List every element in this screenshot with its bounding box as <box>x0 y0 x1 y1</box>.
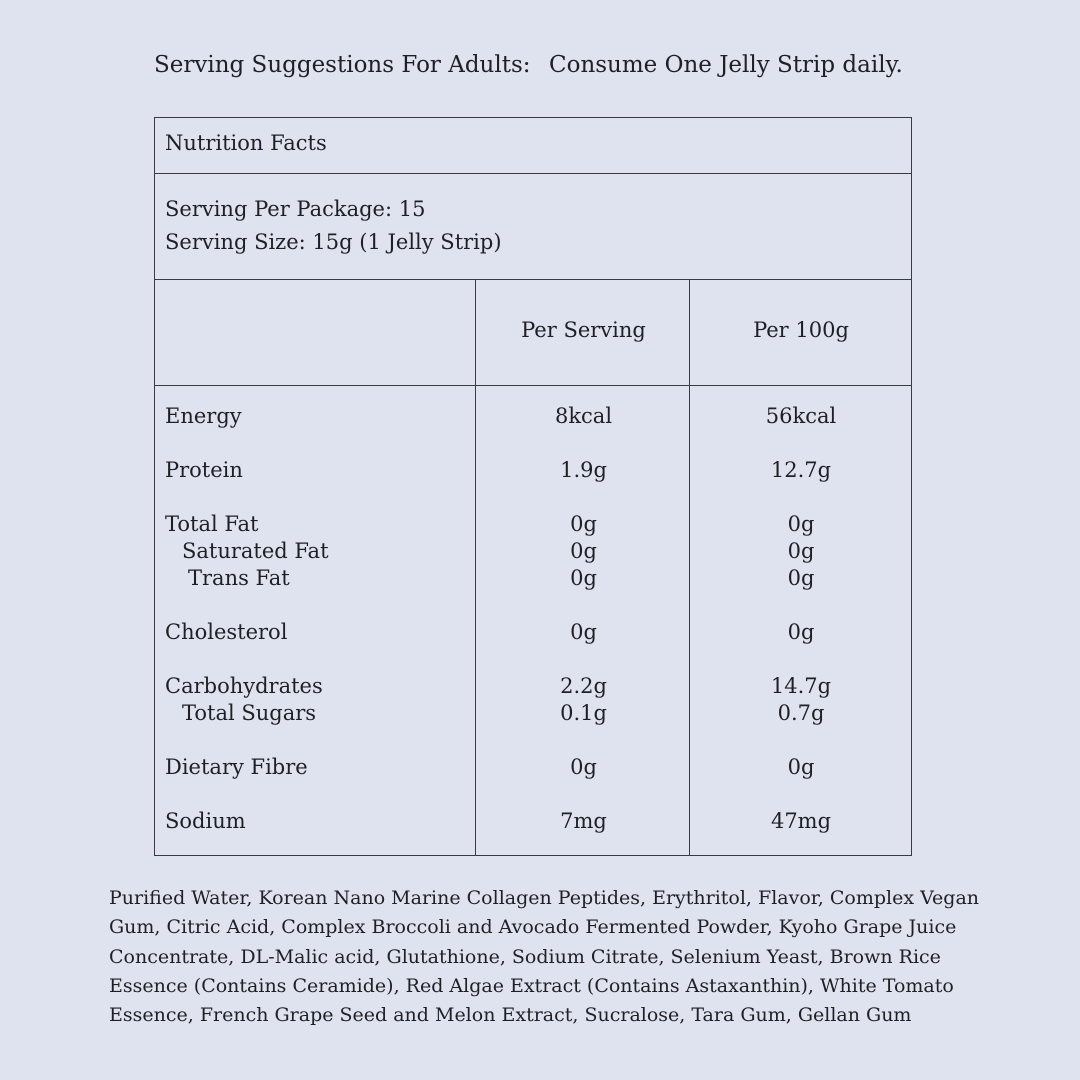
nutrient-name: Protein <box>165 458 243 482</box>
suggestion-value: Consume One Jelly Strip daily. <box>549 52 903 78</box>
per-serving-value: 7mg <box>560 809 607 833</box>
suggestion-label: Serving Suggestions For Adults: <box>154 52 531 78</box>
divider <box>155 385 911 386</box>
column-divider <box>475 280 476 855</box>
nutrient-name: Energy <box>165 404 242 428</box>
per-100g-value: 0.7g <box>777 701 825 725</box>
nutrient-name: Carbohydrates <box>165 674 323 698</box>
nutrient-name: Total Fat <box>165 512 259 536</box>
per-100g-value: 56kcal <box>765 404 837 428</box>
per-100g-value: 0g <box>787 566 815 590</box>
per-serving-value: 0g <box>570 620 597 644</box>
per-serving-value: 0g <box>570 755 597 779</box>
per-100g-value: 0g <box>787 539 815 563</box>
per-serving-value: 1.9g <box>560 458 607 482</box>
column-header-per-serving: Per Serving <box>521 318 646 342</box>
nutrient-name: Cholesterol <box>165 620 288 644</box>
column-header-per-100g: Per 100g <box>753 318 849 342</box>
serving-size: Serving Size: 15g (1 Jelly Strip) <box>165 230 502 254</box>
nutrient-name: Saturated Fat <box>182 539 329 563</box>
divider <box>155 173 911 174</box>
serving-suggestion <box>154 50 930 80</box>
per-serving-value: 0g <box>570 539 597 563</box>
nutrition-title: Nutrition Facts <box>165 131 327 155</box>
per-serving-value: 2.2g <box>560 674 607 698</box>
per-100g-value: 0g <box>787 755 815 779</box>
per-100g-value: 12.7g <box>770 458 832 482</box>
serving-per-package: Serving Per Package: 15 <box>165 197 426 221</box>
nutrient-name: Total Sugars <box>182 701 317 725</box>
per-100g-value: 47mg <box>770 809 832 833</box>
nutrient-name: Trans Fat <box>188 566 290 590</box>
nutrient-name: Sodium <box>165 809 246 833</box>
per-100g-value: 0g <box>787 620 815 644</box>
per-100g-value: 0g <box>787 512 815 536</box>
per-100g-value: 14.7g <box>770 674 832 698</box>
per-serving-value: 0g <box>570 566 597 590</box>
divider <box>155 279 911 280</box>
ingredients-list: Purified Water, Korean Nano Marine Collagen Peptides, Erythritol, Flavor, Complex Vegan Gum, Citric Acid, Complex Broccoli and Avocado Fermented Powder, Kyoho Grape Juice Concentrate, DL-Malic acid, Glutathione, Sodium Citrate, Selenium Yeast, Brown Rice Essence (Contains Ceramide), Red Algae Extract (Contains Astaxanthin), White Tomato Essence, French Grape Seed and Melon Extract, Sucralose, Tara Gum, Gellan Gum <box>109 887 980 1027</box>
per-serving-value: 8kcal <box>554 404 613 428</box>
nutrient-name: Dietary Fibre <box>165 755 308 779</box>
per-serving-value: 0g <box>570 512 597 536</box>
nutrition-table <box>154 117 912 856</box>
per-serving-value: 0.1g <box>560 701 607 725</box>
